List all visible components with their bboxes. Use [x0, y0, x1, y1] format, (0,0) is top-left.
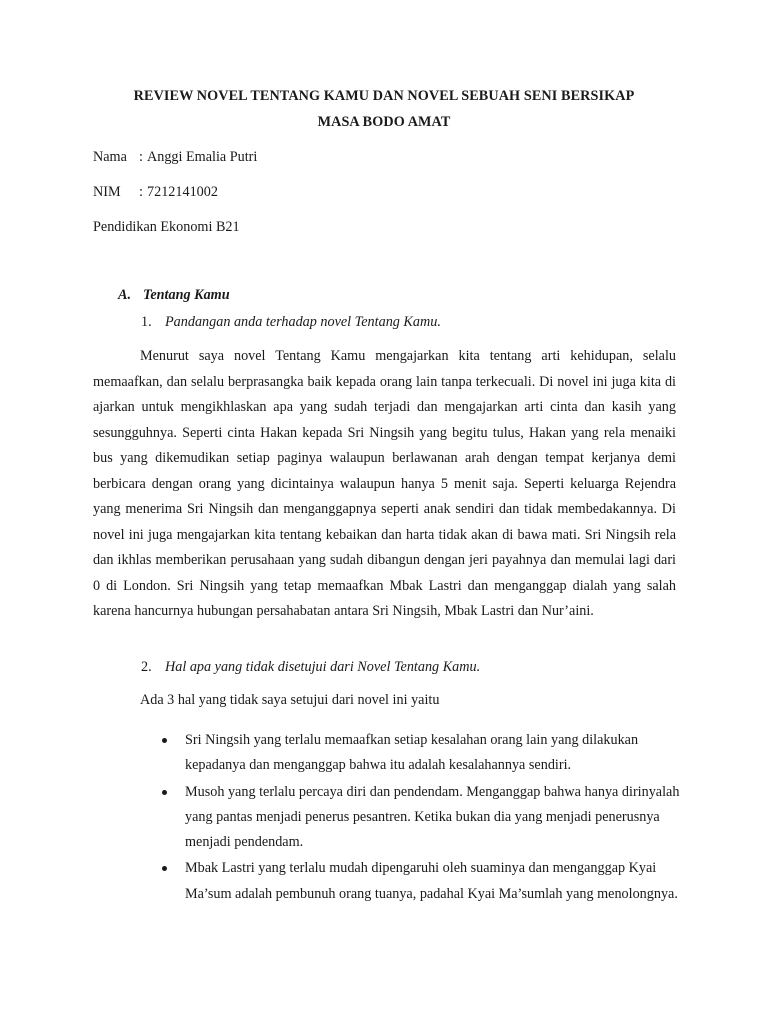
- section-a-heading: [118, 287, 230, 304]
- bullet-icon: [162, 866, 167, 871]
- disagreement-list: [162, 728, 682, 908]
- nim-value: 7212141002: [147, 184, 218, 200]
- document-title-line-2: MASA BODO AMAT: [317, 114, 451, 130]
- list-item-text: Mbak Lastri yang terlalu mudah dipengaruhi oleh suaminya dan menganggap Kyai Ma’sum adalah pembunuh orang tuanya, padahal Kyai Ma’sumlah yang menolongnya.: [185, 860, 678, 902]
- list-item-text: Musoh yang terlalu percaya diri dan pendendam. Menganggap bahwa hanya dirinyalah yang pantas menjadi penerus pesantren. Ketika bukan dia yang menjadi penerusnya menjadi pendendam.: [185, 783, 680, 851]
- question-1-text: Pandangan anda terhadap novel Tentang Kamu.: [165, 314, 441, 330]
- bullet-icon: [162, 790, 167, 795]
- answer-2-intro: Ada 3 hal yang tidak saya setujui dari novel ini yaitu: [140, 692, 440, 708]
- list-item: [162, 856, 682, 907]
- nim-label: NIM: [93, 184, 121, 200]
- nim-line: [93, 184, 218, 201]
- question-2-number: 2.: [141, 659, 152, 675]
- name-value: Anggi Emalia Putri: [147, 149, 258, 165]
- name-line: [93, 149, 257, 166]
- document-title-line-1: REVIEW NOVEL TENTANG KAMU DAN NOVEL SEBUAH SENI BERSIKAP: [133, 88, 635, 104]
- question-1: [141, 314, 441, 331]
- question-1-number: 1.: [141, 314, 152, 330]
- answer-1-paragraph: Menurut saya novel Tentang Kamu mengajarkan kita tentang arti kehidupan, selalu memaafkan, dan selalu berprasangka baik kepada orang lain tanpa terkecuali. Di novel ini juga kita di ajarkan untuk mengikhlaskan apa yang sudah terjadi dan mengajarkan arti cinta dan kasih yang sesungguhnya. Seperti cinta Hakan kepada Sri Ningsih yang begitu tulus, Hakan yang rela menaiki bus yang dikemudikan setiap paginya walaupun berlawanan arah dengan tempat kerjanya demi berbicara dengan orang yang dicintainya walaupun hanya 5 menit saja. Seperti keluarga Rejendra yang menerima Sri Ningsih dan menganggapnya seperti anak sendiri dan tidak membedakannya. Di novel ini juga mengajarkan kita tentang kebaikan dan harta tidak akan di bawa mati. Sri Ningsih rela dan ikhlas memberikan perusahaan yang sudah dibangun dengan jeri payahnya dan memulai lagi dari 0 di London. Sri Ningsih yang tetap memaafkan Mbak Lastri dan menganggap dialah yang salah karena hancurnya hubungan persahabatan antara Sri Ningsih, Mbak Lastri dan Nur’aini.: [93, 348, 676, 619]
- bullet-icon: [162, 738, 167, 743]
- question-2: [141, 659, 480, 676]
- section-a-title: Tentang Kamu: [143, 287, 230, 303]
- list-item: [162, 728, 682, 779]
- program-line: Pendidikan Ekonomi B21: [93, 219, 240, 235]
- list-item: [162, 780, 682, 856]
- question-2-text: Hal apa yang tidak disetujui dari Novel Tentang Kamu.: [165, 659, 481, 675]
- name-label: Nama: [93, 149, 127, 165]
- list-item-text: Sri Ningsih yang terlalu memaafkan setiap kesalahan orang lain yang dilakukan kepadanya dan menganggap bahwa itu adalah kesalahannya sendiri.: [185, 732, 639, 774]
- section-a-letter: A.: [118, 287, 132, 303]
- name-separator: :: [139, 149, 143, 165]
- nim-separator: :: [139, 184, 143, 200]
